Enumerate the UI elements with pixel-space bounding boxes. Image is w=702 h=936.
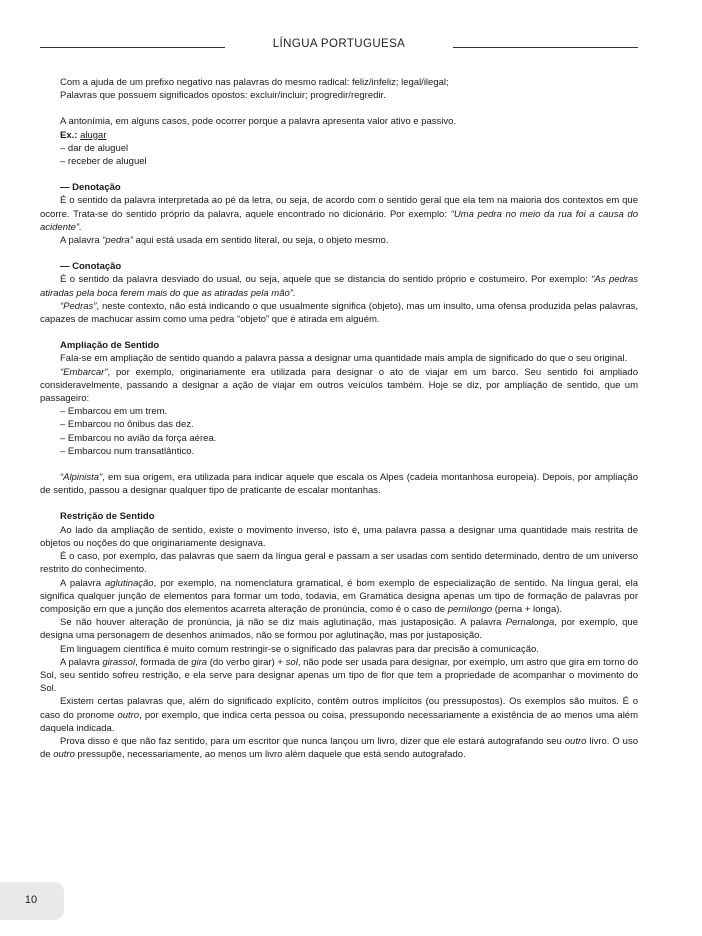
- ampliacao-list-item: – Embarcou num transatlântico.: [60, 445, 195, 457]
- restricao-p3-c: , por exemplo, na nomenclatura gramatical, é bom exemplo de especialização de sentido. Na língua geral, ela significa qualquer junção de elementos para formar um todo, todavia, em Gramática designa apenas um tipo de formação de palavras por composição em que a junção dos elementos acarreta alteração de pronúncia, como é o caso de: [40, 577, 639, 615]
- denotacao-p2-post: aqui está usada em sentido literal, ou seja, o objeto mesmo.: [132, 235, 389, 247]
- restricao-p6-d: gira: [191, 656, 208, 668]
- conotacao-paragraph-2: [40, 300, 638, 326]
- denotacao-p1-quote: “Uma pedra no meio da rua foi a causa do acidente”.: [40, 208, 638, 233]
- ampliacao-p2-quote: “Embarcar”: [60, 366, 108, 378]
- restricao-p3-b: aglutinação: [104, 577, 154, 589]
- restricao-paragraph-5: Em linguagem científica é muito comum restringir-se o significado das palavras para dar precisão à comunicação.: [60, 643, 539, 655]
- header-rule-left: [40, 47, 225, 48]
- denotacao-paragraph-1: [40, 194, 638, 234]
- restricao-paragraph-3: [40, 577, 638, 617]
- page-header: [40, 38, 638, 58]
- denotacao-heading: — Denotação: [60, 182, 121, 194]
- page-content: [40, 76, 638, 761]
- restricao-p6-c: , formada de: [135, 656, 192, 668]
- page-number: 10: [24, 894, 38, 906]
- ampliacao-p2-post: , por exemplo, originariamente era utilizada para designar o ato de viajar em um barco. Seu sentido foi ampliado consideravelmente, passando a designar a ação de viajar em outros veículos também. Hoje se diz, por ampliação de sentido, que um passageiro:: [40, 366, 638, 405]
- page-number-tab: [0, 882, 64, 920]
- restricao-p6-b: girassol: [102, 656, 136, 668]
- restricao-p6-a: A palavra: [60, 656, 103, 668]
- header-rule-right: [453, 47, 638, 48]
- conotacao-p2-quote: “Pedras”: [60, 300, 97, 312]
- intro-paragraph-1: Com a ajuda de um prefixo negativo nas palavras do mesmo radical: feliz/infeliz; legal/ilegal;: [60, 77, 449, 88]
- restricao-p3-a: A palavra: [60, 577, 105, 589]
- restricao-p7-c: , por exemplo, que indica certa pessoa ou coisa, pressupondo necessariamente a existência de ao menos uma além daquela indicada.: [40, 709, 639, 734]
- restricao-p4-c: , por exemplo, que designa uma personagem de desenhos animados, não se formou por aglutinação, mas por justaposição.: [40, 617, 638, 642]
- restricao-p3-d: pernilongo: [447, 603, 493, 615]
- ampliacao-heading: Ampliação de Sentido: [60, 340, 160, 352]
- example-item-2: – receber de aluguel: [60, 156, 147, 168]
- example-item-1: – dar de aluguel: [60, 142, 129, 154]
- ampliacao-paragraph-3: [40, 471, 638, 497]
- intro-paragraph-3: A antonímia, em alguns casos, pode ocorrer porque a palavra apresenta valor ativo e passivo.: [60, 116, 457, 128]
- restricao-heading: Restrição de Sentido: [60, 511, 155, 523]
- restricao-paragraph-6: [40, 656, 638, 696]
- restricao-p3-e: (perna + longa).: [492, 603, 563, 615]
- conotacao-p1-quote: “As pedras atiradas pela boca ferem mais do que as atiradas pela mão”.: [40, 274, 638, 299]
- ampliacao-p3-quote: “Alpinista”: [60, 472, 103, 484]
- restricao-p6-f: sol: [285, 656, 298, 668]
- restricao-p8-a: Prova disso é que não faz sentido, para um escritor que nunca lançou um livro, dizer que ele estará autografando seu: [60, 735, 565, 747]
- denotacao-p1-text: É o sentido da palavra interpretada ao pé da letra, ou seja, de acordo com o sentido geral que ela tem na maioria dos contextos em que ocorre. Trata-se do sentido próprio da palavra, aquele encontrado no dicionário. Por exemplo:: [40, 195, 638, 220]
- ampliacao-list-item: – Embarcou no ônibus das dez.: [60, 419, 194, 431]
- restricao-p6-g: , não pode ser usada para designar, por exemplo, um astro que gira em torno do Sol, seu sentido sofreu restrição, e ela serve para designar apenas um tipo de flor que tem a propriedade de acompanhar o movimento do Sol.: [40, 656, 639, 695]
- ampliacao-list-item: – Embarcou em um trem.: [60, 406, 168, 418]
- header-title: LÍNGUA PORTUGUESA: [272, 38, 406, 50]
- restricao-paragraph-1: Ao lado da ampliação de sentido, existe o movimento inverso, isto é, uma palavra passa a designar uma quantidade mais restrita de objetos ou noções do que originariamente designava.: [40, 524, 638, 549]
- restricao-p7-a: Existem certas palavras que, além do significado explícito, contêm outros implícitos (ou pressupostos). Os exemplos são muitos. É o caso do pronome: [40, 696, 638, 721]
- ampliacao-paragraph-1: Fala-se em ampliação de sentido quando a palavra passa a designar uma quantidade mais ampla de significado do que o seu original.: [60, 353, 628, 365]
- restricao-p8-e: pressupõe, necessariamente, ao menos um livro além daquele que está sendo autografado.: [74, 749, 466, 761]
- intro-paragraph-2: Palavras que possuem significados opostos: excluir/incluir; progredir/regredir.: [60, 90, 386, 102]
- conotacao-p1-text: É o sentido da palavra desviado do usual, ou seja, aquele que se distancia do sentido próprio e costumeiro. Por exemplo:: [60, 274, 592, 286]
- conotacao-p2-post: , neste contexto, não está indicando o que usualmente significa (objeto), mas um insulto, uma ofensa produzida pelas palavras, capazes de machucar assim como uma pedra “objeto” que é atirada em alguém.: [40, 300, 638, 326]
- ampliacao-paragraph-2: [40, 366, 638, 406]
- example-word: alugar: [80, 129, 107, 141]
- restricao-p8-b: outro: [564, 735, 587, 747]
- restricao-paragraph-7: [40, 695, 638, 735]
- restricao-p4-b: Pernalonga: [505, 617, 555, 629]
- denotacao-p2-pre: A palavra: [60, 235, 103, 247]
- restricao-paragraph-2: É o caso, por exemplo, das palavras que saem da língua geral e passam a ser usadas com sentido determinado, dentro de um universo restrito do conhecimento.: [40, 551, 638, 576]
- restricao-paragraph-8: [40, 735, 638, 761]
- restricao-p8-d: outro: [53, 749, 75, 761]
- example-label: Ex.:: [60, 129, 78, 141]
- restricao-p7-b: outro: [117, 709, 140, 721]
- denotacao-p2-quote: “pedra”: [102, 235, 133, 247]
- ampliacao-p3-post: , em sua origem, era utilizada para indicar aquele que escala os Alpes (cadeia montanhosa europeia). Depois, por ampliação de sentido, passou a designar qualquer tipo de praticante de escalar montanhas.: [40, 472, 638, 497]
- restricao-p6-e: (do verbo girar) +: [207, 656, 286, 668]
- conotacao-paragraph-1: [40, 273, 638, 299]
- restricao-p8-c: livro. O uso de: [40, 735, 638, 761]
- denotacao-paragraph-2: [40, 234, 638, 247]
- ampliacao-list-item: – Embarcou no avião da força aérea.: [60, 432, 217, 444]
- example-line: [40, 129, 638, 142]
- conotacao-heading: — Conotação: [60, 261, 122, 273]
- restricao-p4-a: Se não houver alteração de pronúncia, já não se diz mais aglutinação, mas justaposição. A palavra: [60, 617, 506, 629]
- restricao-paragraph-4: [40, 616, 638, 642]
